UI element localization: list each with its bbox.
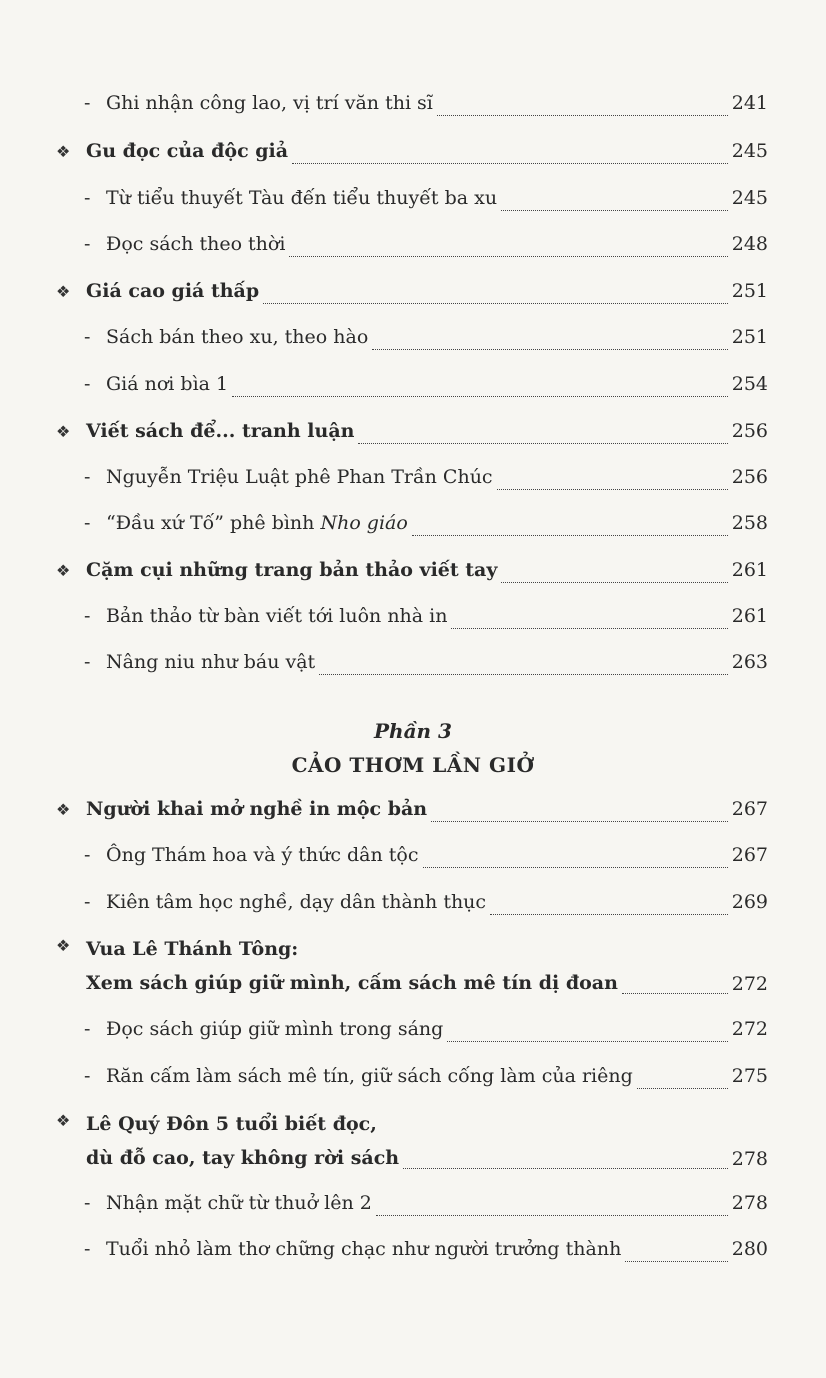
entry-title: Ghi nhận công lao, vị trí văn thi sĩ — [106, 92, 433, 114]
dash-marker: - — [84, 1065, 91, 1087]
entry-title: Đọc sách theo thời — [106, 233, 286, 255]
entry-title: Người khai mở nghề in mộc bản — [86, 798, 428, 820]
diamond-bullet-icon: ❖ — [56, 936, 71, 955]
page-number: 269 — [731, 891, 768, 913]
dash-marker: - — [84, 92, 91, 114]
toc-entry[interactable] — [56, 930, 768, 1000]
page-number: 256 — [731, 420, 768, 442]
entry-title: Gu đọc của độc giả — [86, 140, 289, 162]
entry-title: Ông Thám hoa và ý thức dân tộc — [106, 844, 419, 866]
dash-marker: - — [84, 466, 91, 488]
diamond-bullet-icon: ❖ — [56, 422, 71, 441]
page-number: 267 — [731, 844, 768, 866]
toc-entry[interactable] — [84, 605, 768, 635]
entry-title: Viết sách để... tranh luận — [86, 420, 355, 442]
dash-marker: - — [84, 233, 91, 255]
leader-dots — [319, 674, 728, 675]
page-number: 267 — [731, 798, 768, 820]
toc-entry[interactable] — [84, 844, 768, 874]
diamond-bullet-icon: ❖ — [56, 282, 71, 301]
leader-dots — [437, 115, 728, 116]
leader-dots — [423, 867, 728, 868]
entry-title-line2: dù đỗ cao, tay không rời sách — [86, 1147, 400, 1169]
leader-dots — [412, 535, 728, 536]
page-number: 245 — [731, 187, 768, 209]
toc-entry[interactable] — [84, 233, 768, 263]
leader-dots — [451, 628, 727, 629]
part-title: Phần 3 — [374, 719, 452, 743]
page-number: 272 — [731, 1018, 768, 1040]
entry-title: Nâng niu như báu vật — [106, 651, 316, 673]
entry-title: Giá cao giá thấp — [86, 280, 260, 302]
leader-dots — [376, 1215, 728, 1216]
toc-entry[interactable] — [84, 1018, 768, 1048]
entry-title: Tuổi nhỏ làm thơ chững chạc như người trưởng thành — [106, 1238, 622, 1260]
toc-entry[interactable] — [84, 187, 768, 217]
toc-entry[interactable] — [56, 798, 768, 828]
leader-dots — [490, 914, 728, 915]
dash-marker: - — [84, 1238, 91, 1260]
page-number: 251 — [731, 280, 768, 302]
entry-title-line1: Lê Quý Đôn 5 tuổi biết đọc, — [86, 1113, 377, 1135]
page-number: 272 — [731, 973, 768, 995]
entry-title: Sách bán theo xu, theo hào — [106, 326, 369, 348]
leader-dots — [372, 349, 727, 350]
leader-dots — [501, 582, 727, 583]
dash-marker: - — [84, 844, 91, 866]
leader-dots — [289, 256, 727, 257]
diamond-bullet-icon: ❖ — [56, 800, 71, 819]
diamond-bullet-icon: ❖ — [56, 561, 71, 580]
leader-dots — [232, 396, 728, 397]
diamond-bullet-icon: ❖ — [56, 142, 71, 161]
toc-entry[interactable] — [84, 326, 768, 356]
page-number: 248 — [731, 233, 768, 255]
page-number: 263 — [731, 651, 768, 673]
entry-title-line1: Vua Lê Thánh Tông: — [86, 938, 299, 960]
page-number: 241 — [731, 92, 768, 114]
leader-dots — [292, 163, 728, 164]
entry-title: Nhận mặt chữ từ thuở lên 2 — [106, 1192, 372, 1214]
page-number: 245 — [731, 140, 768, 162]
dash-marker: - — [84, 1192, 91, 1214]
entry-title: Từ tiểu thuyết Tàu đến tiểu thuyết ba xu — [106, 187, 498, 209]
page-number: 261 — [731, 605, 768, 627]
dash-marker: - — [84, 373, 91, 395]
leader-dots — [403, 1168, 728, 1169]
page-number: 280 — [731, 1238, 768, 1260]
diamond-bullet-icon: ❖ — [56, 1111, 71, 1130]
toc-entry[interactable] — [56, 1105, 768, 1175]
dash-marker: - — [84, 605, 91, 627]
leader-dots — [447, 1041, 727, 1042]
dash-marker: - — [84, 891, 91, 913]
leader-dots — [497, 489, 728, 490]
dash-marker: - — [84, 187, 91, 209]
toc-entry[interactable] — [84, 891, 768, 921]
entry-title: Đọc sách giúp giữ mình trong sáng — [106, 1018, 444, 1040]
toc-entry[interactable] — [56, 420, 768, 450]
entry-title: Bản thảo từ bàn viết tới luôn nhà in — [106, 605, 448, 627]
entry-title: Nguyễn Triệu Luật phê Phan Trần Chúc — [106, 466, 493, 488]
dash-marker: - — [84, 326, 91, 348]
page-number: 258 — [731, 512, 768, 534]
dash-marker: - — [84, 1018, 91, 1040]
page-number: 278 — [731, 1148, 768, 1170]
toc-entry[interactable] — [84, 373, 768, 403]
toc-entry[interactable] — [84, 1238, 768, 1268]
leader-dots — [622, 993, 728, 994]
toc-entry[interactable] — [84, 1065, 768, 1095]
page-number: 261 — [731, 559, 768, 581]
entry-title-line2: Xem sách giúp giữ mình, cấm sách mê tín dị đoan — [86, 972, 618, 994]
entry-title-italic: Nho giáo — [320, 512, 408, 534]
leader-dots — [358, 443, 727, 444]
entry-title: Răn cấm làm sách mê tín, giữ sách cống làm của riêng — [106, 1065, 633, 1087]
leader-dots — [501, 210, 728, 211]
entry-title-main: “Đầu xứ Tố” phê bình — [106, 512, 321, 534]
entry-title: Giá nơi bìa 1 — [106, 373, 229, 395]
dash-marker: - — [84, 512, 91, 534]
page-number: 256 — [731, 466, 768, 488]
entry-title: Kiên tâm học nghề, dạy dân thành thục — [106, 891, 487, 913]
entry-title-block — [86, 932, 618, 1000]
toc-entry[interactable] — [84, 466, 768, 496]
toc-entry[interactable] — [56, 559, 768, 589]
leader-dots — [431, 821, 728, 822]
leader-dots — [625, 1261, 727, 1262]
page-number: 275 — [731, 1065, 768, 1087]
toc-entry[interactable] — [84, 651, 768, 681]
entry-title: Cặm cụi những trang bản thảo viết tay — [86, 559, 498, 581]
dash-marker: - — [84, 651, 91, 673]
part-subtitle: CẢO THƠM LẦN GIỞ — [291, 753, 535, 777]
leader-dots — [263, 303, 728, 304]
page-number: 251 — [731, 326, 768, 348]
toc-entry[interactable] — [84, 512, 768, 542]
toc-entry[interactable] — [84, 1192, 768, 1222]
entry-title-block — [86, 1107, 399, 1175]
entry-title — [106, 512, 408, 534]
toc-entry[interactable] — [56, 280, 768, 310]
toc-entry[interactable] — [56, 140, 768, 170]
page-number: 278 — [731, 1192, 768, 1214]
toc-entry[interactable] — [84, 92, 768, 122]
page-number: 254 — [731, 373, 768, 395]
leader-dots — [637, 1088, 728, 1089]
